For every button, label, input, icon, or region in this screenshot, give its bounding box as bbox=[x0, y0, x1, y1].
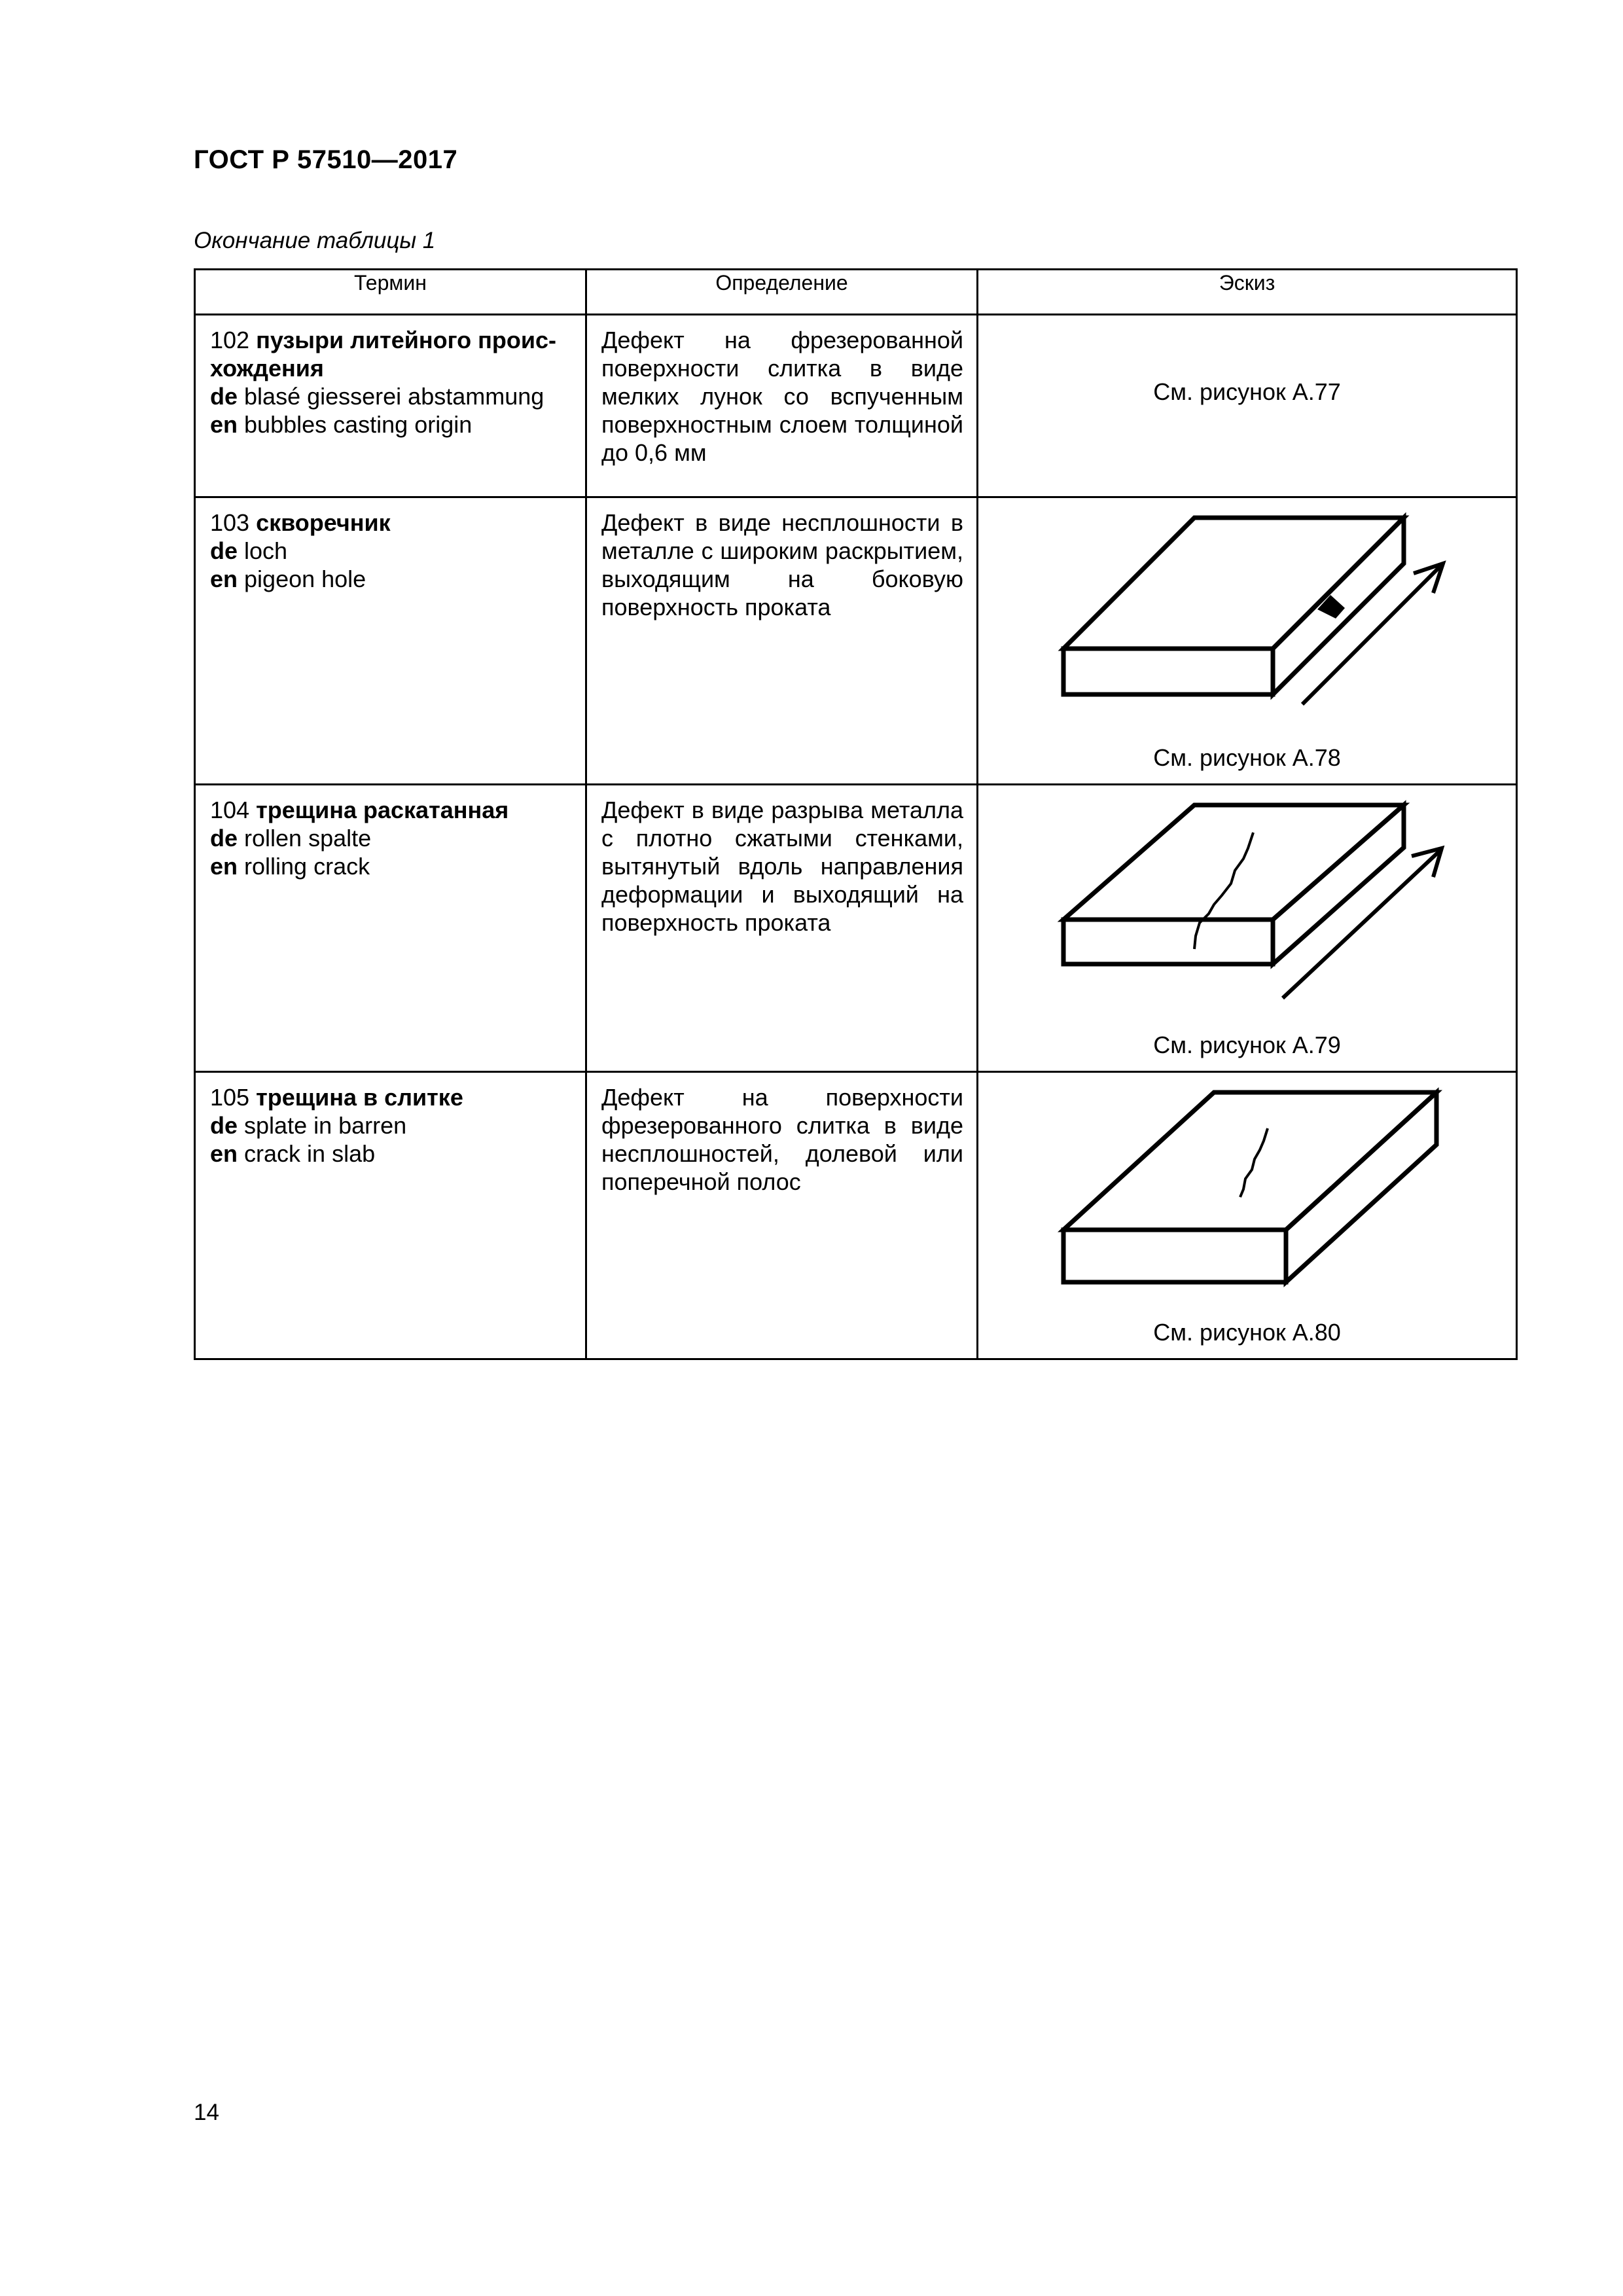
de-term: splate in barren bbox=[244, 1112, 407, 1139]
column-header-definition: Определение bbox=[586, 270, 978, 315]
en-term: bubbles casting origin bbox=[244, 411, 473, 438]
figure-reference: См. рисунок А.79 bbox=[1153, 1031, 1341, 1058]
en-label: en bbox=[210, 1140, 238, 1167]
page-number: 14 bbox=[194, 2100, 219, 2125]
en-term: rolling crack bbox=[244, 853, 370, 880]
figure-reference: См. рисунок А.77 bbox=[1153, 378, 1341, 405]
table-header-row bbox=[195, 270, 1517, 315]
de-label: de bbox=[210, 825, 238, 852]
term-name: скворечник bbox=[256, 509, 391, 536]
sketch-cell bbox=[978, 497, 1517, 785]
table-row bbox=[195, 1072, 1517, 1359]
de-label: de bbox=[210, 537, 238, 564]
term-number: 103 bbox=[210, 509, 250, 536]
en-label: en bbox=[210, 565, 238, 592]
definition-cell: Дефект в виде несплошности в металле с широким раскрытием, выходящим на боковую поверхность проката bbox=[586, 497, 978, 785]
term-cell bbox=[195, 785, 586, 1072]
sketch-cell bbox=[978, 785, 1517, 1072]
term-number: 104 bbox=[210, 797, 250, 823]
term-number: 102 bbox=[210, 327, 250, 353]
de-label: de bbox=[210, 1112, 238, 1139]
en-label: en bbox=[210, 853, 238, 880]
term-cell bbox=[195, 315, 586, 497]
de-term: rollen spalte bbox=[244, 825, 372, 852]
de-term: loch bbox=[244, 537, 288, 564]
term-cell bbox=[195, 497, 586, 785]
slab-rolling-crack-sketch bbox=[978, 785, 1522, 1054]
definition-cell: Дефект на фрезерованной поверхности слитка в виде мелких лунок со вспученным поверхностным слоем толщиной до 0,6 мм bbox=[586, 315, 978, 497]
sketch-cell bbox=[978, 1072, 1517, 1359]
terms-table bbox=[194, 268, 1518, 1360]
table-row bbox=[195, 785, 1517, 1072]
figure-reference: См. рисунок А.78 bbox=[1153, 744, 1341, 771]
table-row bbox=[195, 315, 1517, 497]
crack-line bbox=[1194, 833, 1253, 949]
figure-reference: См. рисунок А.80 bbox=[1153, 1319, 1341, 1346]
en-label: en bbox=[210, 411, 238, 438]
en-term: pigeon hole bbox=[244, 565, 366, 592]
column-header-term: Термин bbox=[195, 270, 586, 315]
term-name: трещина в слитке bbox=[256, 1084, 463, 1111]
sketch-cell bbox=[978, 315, 1517, 497]
term-cell bbox=[195, 1072, 586, 1359]
term-number: 105 bbox=[210, 1084, 250, 1111]
slab-pigeon-hole-sketch bbox=[978, 498, 1522, 766]
de-term: blasé giesserei abstammung bbox=[244, 383, 544, 410]
en-term: crack in slab bbox=[244, 1140, 376, 1167]
table-row bbox=[195, 497, 1517, 785]
column-header-sketch: Эскиз bbox=[978, 270, 1517, 315]
definition-cell: Дефект на поверхности фрезерованного слитка в виде несплошностей, долевой или поперечной полос bbox=[586, 1072, 978, 1359]
table-caption: Окончание таблицы 1 bbox=[194, 228, 436, 253]
document-number: ГОСТ Р 57510—2017 bbox=[194, 145, 458, 174]
de-label: de bbox=[210, 383, 238, 410]
slab-crack-sketch bbox=[978, 1073, 1522, 1341]
term-name: трещина раскатанная bbox=[256, 797, 509, 823]
term-name: пузыри литейного проис- хождения bbox=[210, 327, 557, 382]
definition-cell: Дефект в виде разрыва металла с плотно сжатыми стенками, вытянутый вдоль направления деформации и выходящий на поверхность проката bbox=[586, 785, 978, 1072]
crack-line bbox=[1240, 1128, 1268, 1197]
